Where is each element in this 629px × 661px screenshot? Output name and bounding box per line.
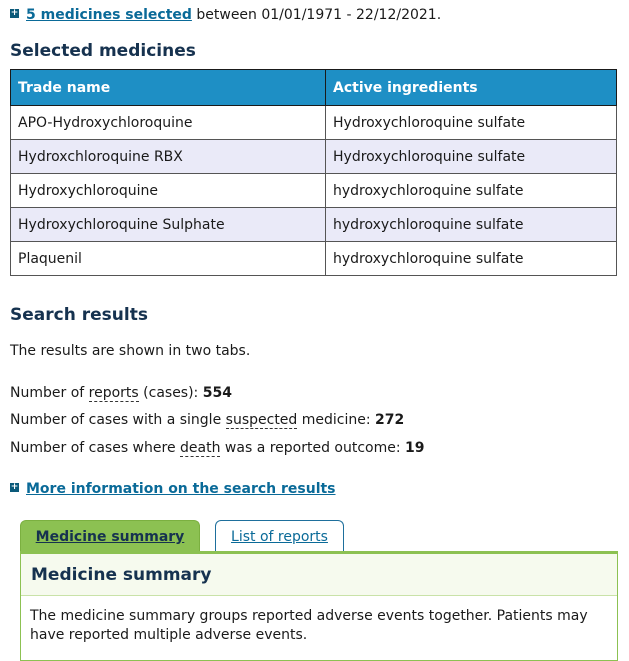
expand-plus-icon[interactable]: + — [10, 481, 19, 492]
panel-title: Medicine summary — [21, 554, 617, 596]
reports-label-post: (cases): — [143, 385, 199, 401]
column-header-trade-name: Trade name — [11, 70, 326, 106]
more-info-link[interactable]: More information on the search results — [26, 481, 336, 497]
single-label-pre: Number of cases with a single — [10, 412, 222, 428]
more-info-toggle[interactable] — [10, 481, 336, 497]
medicine-summary-panel — [20, 551, 618, 661]
single-label-post: medicine: — [301, 412, 371, 428]
date-range-text: between 01/01/1971 - 22/12/2021. — [196, 7, 442, 23]
table-row — [11, 174, 617, 208]
search-results-heading: Search results — [10, 305, 148, 325]
death-term-tooltip[interactable]: death — [180, 440, 221, 456]
reports-count-value: 554 — [202, 385, 232, 401]
tab-list-of-reports-label[interactable]: List of reports — [231, 529, 328, 545]
trade-name-cell: APO-Hydroxychloroquine — [11, 106, 326, 140]
table-row — [11, 140, 617, 174]
expand-plus-icon[interactable]: + — [10, 7, 19, 18]
table-row — [11, 242, 617, 276]
column-header-active-ingredients: Active ingredients — [326, 70, 617, 106]
trade-name-cell: Hydroxychloroquine — [11, 174, 326, 208]
trade-name-cell: Plaquenil — [11, 242, 326, 276]
reports-count-line — [10, 385, 232, 401]
death-label-pre: Number of cases where — [10, 440, 176, 456]
single-suspected-value: 272 — [375, 412, 405, 428]
death-outcome-value: 19 — [405, 440, 425, 456]
tab-list-of-reports[interactable] — [215, 520, 344, 552]
table-row — [11, 106, 617, 140]
tab-medicine-summary[interactable] — [20, 520, 200, 552]
selected-medicines-table — [10, 69, 617, 276]
active-ingredient-cell: hydroxychloroquine sulfate — [326, 208, 617, 242]
suspected-term-tooltip[interactable]: suspected — [225, 412, 298, 428]
medicines-selected-link[interactable]: 5 medicines selected — [26, 7, 192, 23]
table-row — [11, 208, 617, 242]
panel-description: The medicine summary groups reported adverse events together. Patients may have reported multiple adverse events. — [30, 608, 588, 643]
trade-name-cell: Hydroxychloroquine Sulphate — [11, 208, 326, 242]
active-ingredient-cell: Hydroxychloroquine sulfate — [326, 140, 617, 174]
active-ingredient-cell: hydroxychloroquine sulfate — [326, 174, 617, 208]
selection-summary — [10, 7, 441, 23]
tab-medicine-summary-label[interactable]: Medicine summary — [35, 529, 185, 545]
active-ingredient-cell: Hydroxychloroquine sulfate — [326, 106, 617, 140]
selected-medicines-heading: Selected medicines — [10, 41, 196, 61]
reports-label-pre: Number of — [10, 385, 85, 401]
single-suspected-line — [10, 412, 404, 428]
reports-term-tooltip[interactable]: reports — [88, 385, 139, 401]
death-label-post: was a reported outcome: — [224, 440, 401, 456]
active-ingredient-cell: hydroxychloroquine sulfate — [326, 242, 617, 276]
trade-name-cell: Hydroxchloroquine RBX — [11, 140, 326, 174]
death-outcome-line — [10, 440, 425, 456]
table-header-row — [11, 70, 617, 106]
results-intro-text: The results are shown in two tabs. — [10, 343, 251, 359]
